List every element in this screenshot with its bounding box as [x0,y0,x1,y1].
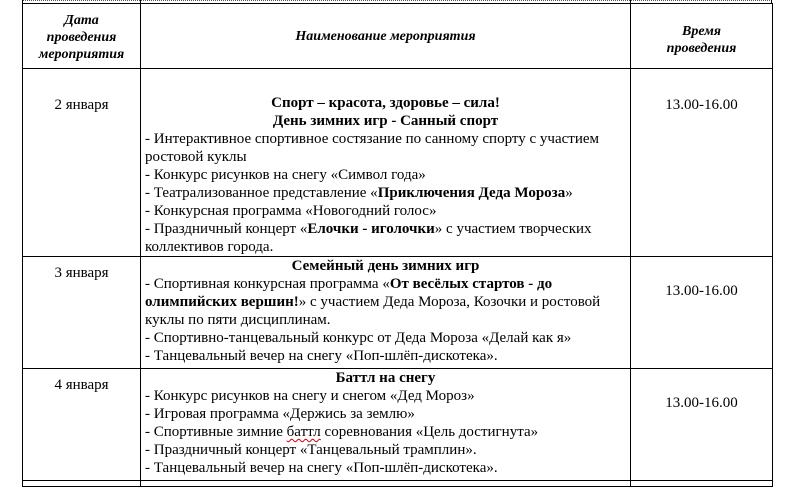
event-description [141,369,631,481]
empty-cell [631,481,773,487]
empty-cell [141,481,631,487]
event-title: Баттл на снегу [335,370,436,386]
table-row [23,257,773,369]
event-item [145,423,626,441]
event-item-text: - Праздничный концерт « [145,221,308,237]
event-item-text: - Танцевальный вечер на снегу «Поп-шлёп-дискотека». [145,460,498,476]
event-item-text: - Интерактивное спортивное состязание по санному спорту с участием ростовой куклы [145,131,599,165]
event-item-text: От весёлых стартов - до олимпийских вершин! [145,276,553,310]
event-item [145,220,626,256]
table-header-row [23,4,773,69]
event-item [145,202,626,220]
event-description [141,257,631,369]
event-title: День зимних игр - Санный спорт [272,113,499,129]
event-item-text: » с участием творческих коллективов города. [145,221,592,255]
event-item-text: - Спортивно-танцевальный конкурс от Деда Мороза «Делай как я» [145,330,572,346]
event-items-list [145,387,626,477]
event-item-text: - Конкурсная программа «Новогодний голос» [145,203,437,219]
event-item [145,130,626,166]
event-time: 13.00-16.00 [631,369,773,481]
event-item-text: - Танцевальный вечер на снегу «Поп-шлёп-дискотека». [145,348,498,364]
table-row [23,369,773,481]
event-item [145,275,626,329]
event-description [141,69,631,257]
event-item-text: - Конкурс рисунков на снегу «Символ года» [145,167,426,183]
event-date: 2 января [23,69,141,257]
event-date: 4 января [23,369,141,481]
event-item-text: - Игровая программа «Держись за землю» [145,406,415,422]
event-item [145,184,626,202]
event-title: Семейный день зимних игр [291,258,480,274]
event-item-text: соревнования «Цель достигнута» [320,424,539,440]
event-item-text: - Спортивная конкурсная программа « [145,276,390,292]
table-row [23,69,773,257]
table-row-partial [23,481,773,487]
event-item [145,405,626,423]
events-schedule-table [22,3,773,487]
event-item-text: Приключения Деда Мороза [377,185,566,201]
event-items-list [145,275,626,365]
event-item [145,441,626,459]
event-item-text: - Спортивные зимние [145,424,287,440]
event-item [145,347,626,365]
header-time: Время проведения [631,4,773,69]
event-item-text: » с участием Деда Мороза, Козочки и ростовой куклы по пяти дисциплинам. [145,294,601,328]
event-time: 13.00-16.00 [631,69,773,257]
event-item-text: Елочки - иголочки [307,221,435,237]
event-item-text: - Театрализованное представление « [145,185,378,201]
empty-cell [23,481,141,487]
event-time: 13.00-16.00 [631,257,773,369]
event-item [145,387,626,405]
previous-row-edge [22,0,772,2]
event-item-text: » [565,185,573,201]
event-item-text: - Праздничный концерт «Танцевальный трамплин». [145,442,477,458]
event-title: Спорт – красота, здоровье – сила! [271,95,500,111]
event-items-list [145,130,626,256]
event-item [145,459,626,477]
event-item [145,166,626,184]
header-event-name: Наименование мероприятия [141,4,631,69]
header-date: Дата проведения мероприятия [23,4,141,69]
event-item-text: - Конкурс рисунков на снегу и снегом «Дед Мороз» [145,388,475,404]
event-item [145,329,626,347]
event-date: 3 января [23,257,141,369]
spellcheck-word: баттл [286,424,321,440]
